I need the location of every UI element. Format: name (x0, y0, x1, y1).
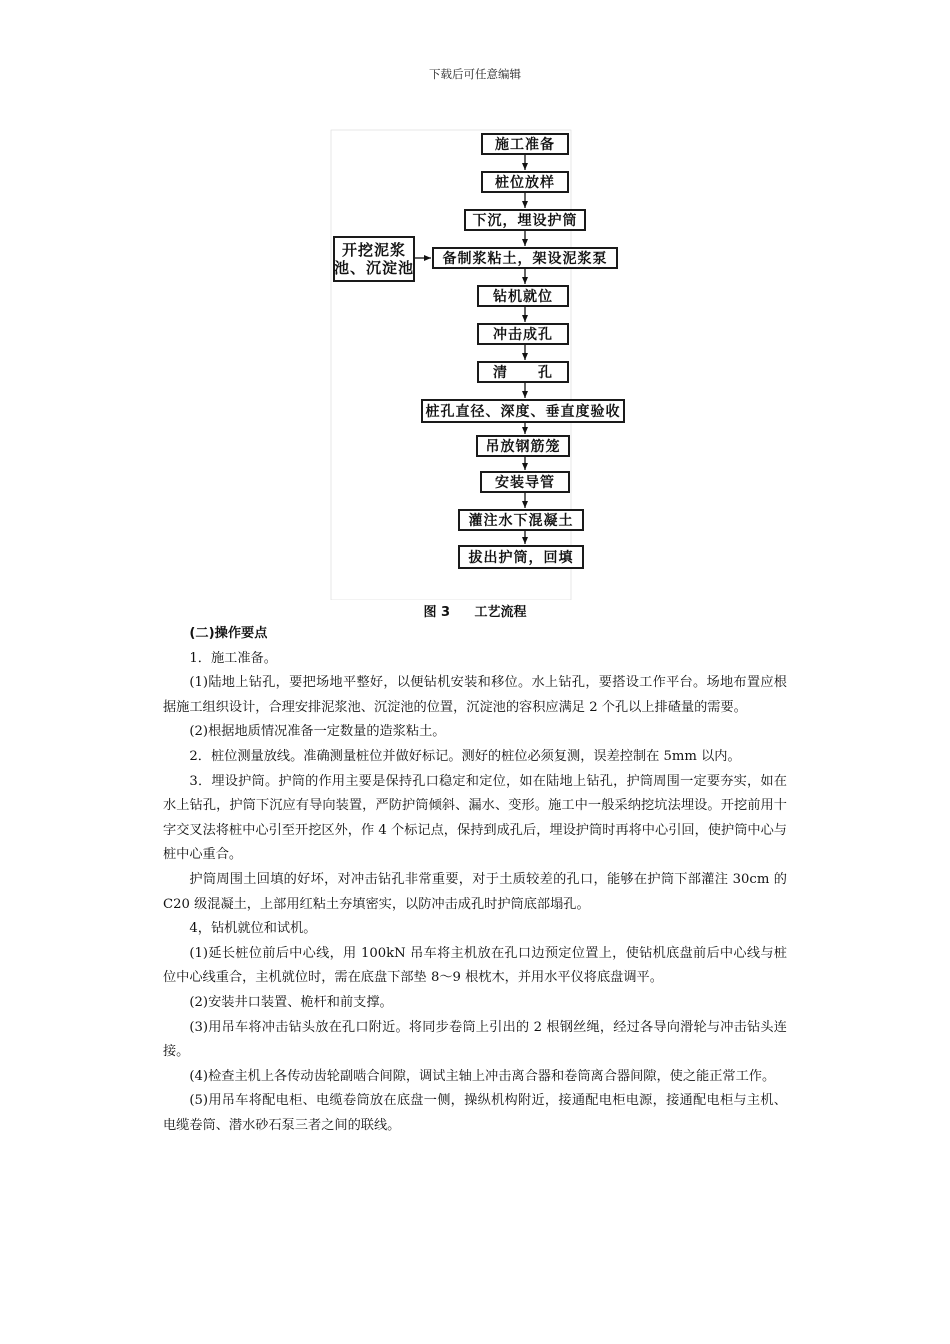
flow-step-pour-concrete: 灌注水下混凝土 (458, 509, 584, 531)
side-line-2: 池、沉淀池 (334, 259, 415, 277)
flow-step-prepare-clay: 备制浆粘土，架设泥浆泵 (432, 247, 618, 269)
paragraph: 1．施工准备。 (189, 650, 277, 666)
paragraph: (3)用吊车将冲击钻头放在孔口附近。将同步卷筒上引出的 2 根钢丝绳，经过各导向滑轮与冲击钻头连接。 (163, 1019, 787, 1060)
paragraph: (2)安装井口装置、桅杆和前支撑。 (189, 994, 393, 1010)
flow-step-remove-casing: 拔出护筒，回填 (458, 545, 584, 569)
figure-caption (0, 601, 950, 620)
flow-step-preparation: 施工准备 (481, 133, 569, 155)
paragraph: (2)根据地质情况准备一定数量的造浆粘土。 (189, 724, 446, 740)
flow-step-pile-positioning: 桩位放样 (481, 171, 569, 193)
flow-step-impact-boring: 冲击成孔 (477, 323, 569, 345)
figure-label: 图 3 (423, 605, 451, 620)
flow-step-rebar-cage: 吊放钢筋笼 (476, 435, 570, 457)
paragraph: 3．埋设护筒。护筒的作用主要是保持孔口稳定和定位，如在陆地上钻孔，护筒周围一定要夯实，如在水上钻孔，护筒下沉应有导向装置，严防护筒倾斜、漏水、变形。施工中一般采纳挖坑法埋设。开挖前用十字交叉法将桩中心引至开挖区外，作 4 个标记点，保持到成孔后，埋设护筒时再将中心引回，使护筒中心与桩中心重合。 (163, 773, 787, 863)
paragraph: 4，钻机就位和试机。 (189, 921, 317, 937)
paragraph: (1)陆地上钻孔，要把场地平整好，以便钻机安装和移位。水上钻孔，要搭设工作平台。场地布置应根据施工组织设计，合理安排泥浆池、沉淀池的位置，沉淀池的容积应满足 2 个孔以上排碴量的需要。 (163, 675, 787, 715)
flow-step-rig-in-place: 钻机就位 (477, 285, 569, 307)
paragraph: (4)检查主机上各传动齿轮副啮合间隙，调试主轴上冲击离合器和卷筒离合器间隙，使之能正常工作。 (189, 1068, 776, 1084)
paragraph: 2．桩位测量放线。准确测量桩位并做好标记。测好的桩位必须复测，误差控制在 5mm 以内。 (189, 748, 741, 764)
flow-side-mud-pit (333, 236, 415, 282)
paragraph: 护筒周围土回填的好坏，对冲击钻孔非常重要，对于土质较差的孔口，能够在护筒下部灌注 30cm 的 C20 级混凝土，上部用红粘土夯填密实，以防冲击成孔时护筒底部塌孔。 (163, 871, 787, 912)
flow-step-hole-inspection: 桩孔直径、深度、垂直度验收 (421, 399, 625, 423)
flow-step-sink-casing: 下沉，埋设护筒 (464, 209, 586, 231)
page-header: 下载后可任意编辑 (429, 67, 521, 81)
body-text (163, 622, 787, 1138)
paragraph: (5)用吊车将配电柜、电缆卷筒放在底盘一侧，操纵机构附近，接通配电柜电源，接通配电柜与主机、电缆卷筒、潜水砂石泵三者之间的联线。 (163, 1093, 787, 1133)
flow-step-hole-cleaning: 清 孔 (477, 361, 569, 383)
figure-title: 工艺流程 (474, 605, 527, 620)
side-line-1: 开挖泥浆 (341, 241, 406, 259)
flow-step-install-tremie: 安装导管 (480, 471, 570, 493)
paragraph: (1)延长桩位前后中心线，用 100kN 吊车将主机放在孔口边预定位置上，使钻机底盘前后中心线与桩位中心线重合，主机就位时，需在底盘下部垫 8～9 根枕木，并用水平仪将底盘调平。 (163, 945, 787, 986)
section-heading: (二)操作要点 (189, 626, 268, 641)
